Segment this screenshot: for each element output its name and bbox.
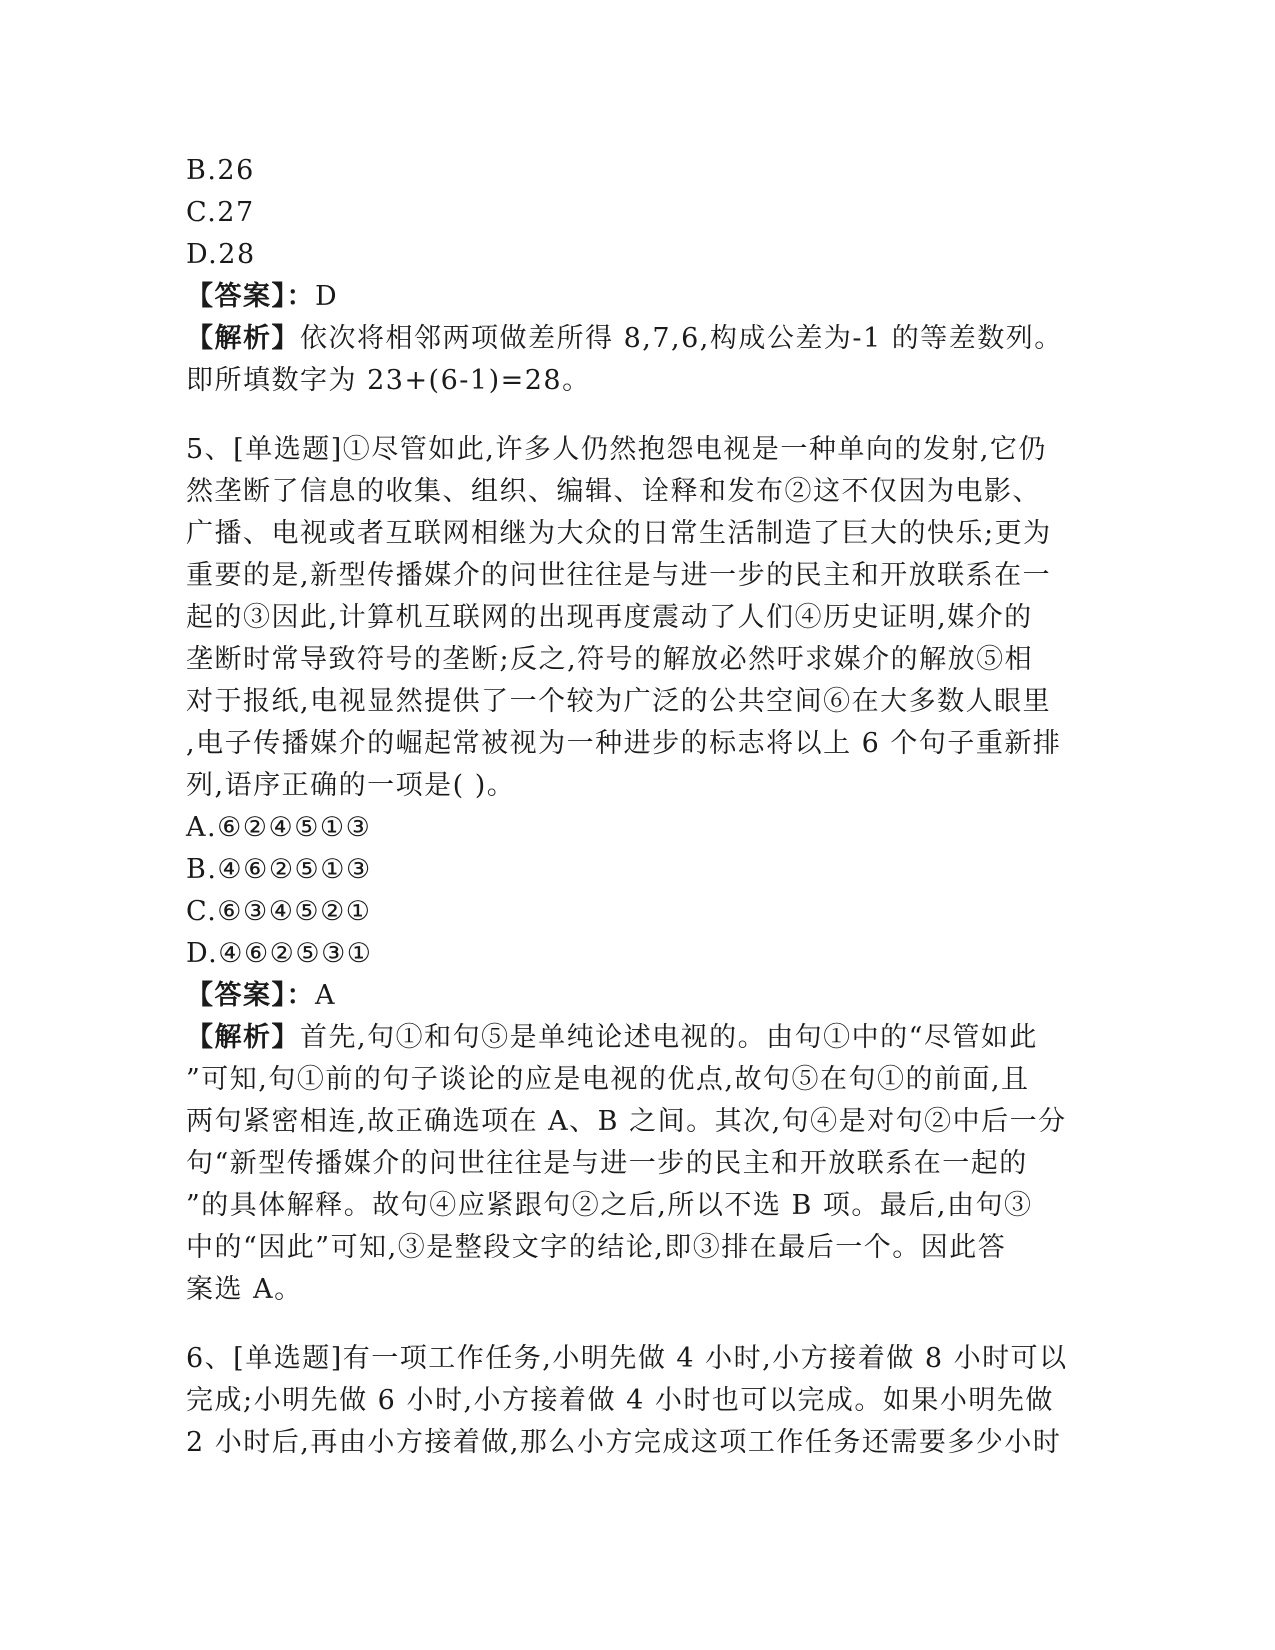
question-stem-line: 6、[单选题]有一项工作任务,小明先做 4 小时,小方接着做 8 小时可以 [186,1343,1068,1374]
option-d: D.④⑥②⑤③① [186,938,373,969]
analysis-line: ”可知,句①前的句子谈论的应是电视的优点,故句⑤在句①的前面,且 [186,1064,1030,1095]
question-stem-line: 完成;小明先做 6 小时,小方接着做 4 小时也可以完成。如果小明先做 [186,1385,1054,1416]
answer-line [186,975,1086,1017]
answer-label: 【答案】 [186,980,287,1011]
document-page [186,150,1086,1464]
question-stem-line: 列,语序正确的一项是( )。 [186,770,516,801]
analysis-line: 两句紧密相连,故正确选项在 A、B 之间。其次,句④是对句②中后一分 [186,1106,1067,1137]
answer-line [186,276,1086,318]
option-c: C.⑥③④⑤②① [186,896,372,927]
answer-value: A [315,980,336,1011]
analysis-line: 中的“因此”可知,③是整段文字的结论,即③排在最后一个。因此答 [186,1232,1007,1263]
question-stem-line: 5、[单选题]①尽管如此,许多人仍然抱怨电视是一种单向的发射,它仍 [186,434,1047,465]
analysis-line [186,318,1086,360]
question-stem-line: 2 小时后,再由小方接着做,那么小方完成这项工作任务还需要多少小时 [186,1427,1062,1458]
analysis-line: 句“新型传播媒介的问世往往是与进一步的民主和开放联系在一起的 [186,1148,1028,1179]
question-stem-line: 起的③因此,计算机互联网的出现再度震动了人们④历史证明,媒介的 [186,602,1033,633]
question-stem-line: 重要的是,新型传播媒介的问世往往是与进一步的民主和开放联系在一 [186,560,1052,591]
analysis-line: 案选 A。 [186,1274,303,1305]
question-stem-line: 垄断时常导致符号的垄断;反之,符号的解放必然吁求媒介的解放⑤相 [186,644,1034,675]
question-stem-line: 对于报纸,电视显然提供了一个较为广泛的公共空间⑥在大多数人眼里 [186,686,1052,717]
analysis-text: 依次将相邻两项做差所得 8,7,6,构成公差为-1 的等差数列。 [300,323,1063,354]
option-a: A.⑥②④⑤①③ [186,812,372,843]
prev-question [186,150,1086,402]
analysis-line [186,1017,1086,1059]
question-6 [186,1338,1086,1464]
option-c: C.27 [186,197,255,228]
option-d: D.28 [186,239,256,270]
option-b: B.④⑥②⑤①③ [186,854,372,885]
analysis-line: ”的具体解释。故句④应紧跟句②之后,所以不选 B 项。最后,由句③ [186,1190,1033,1221]
analysis-text: 首先,句①和句⑤是单纯论述电视的。由句①中的“尽管如此 [300,1022,1038,1053]
question-stem-line: 广播、电视或者互联网相继为大众的日常生活制造了巨大的快乐;更为 [186,518,1052,549]
question-5 [186,429,1086,1311]
answer-label: 【答案】 [186,281,287,312]
answer-separator: ： [286,980,315,1011]
question-stem-line: ,电子传播媒介的崛起常被视为一种进步的标志将以上 6 个句子重新排 [186,728,1062,759]
analysis-line: 即所填数字为 23+(6-1)=28。 [186,365,591,396]
analysis-label: 【解析】 [186,323,300,354]
question-stem-line: 然垄断了信息的收集、组织、编辑、诠释和发布②这不仅因为电影、 [186,476,1041,507]
option-b: B.26 [186,155,255,186]
answer-value: D [315,281,339,312]
analysis-label: 【解析】 [186,1022,300,1053]
answer-separator: ： [286,281,315,312]
